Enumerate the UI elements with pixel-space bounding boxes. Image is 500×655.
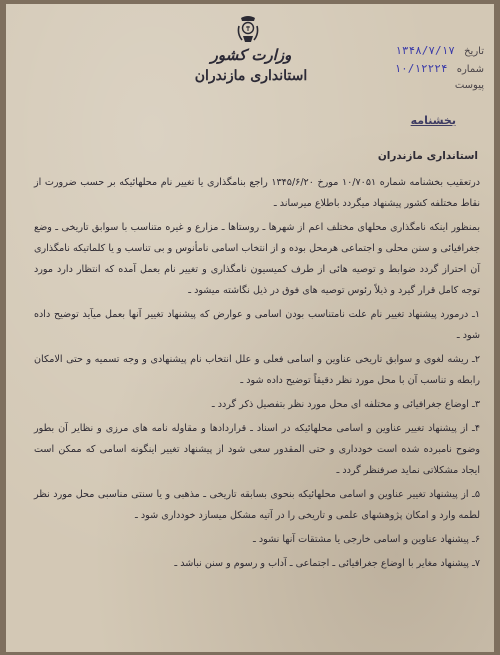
governorate-name: استانداری مازندران: [194, 68, 308, 84]
body-paragraph: بمنظور اینکه نامگذاری محلهای مختلف اعم از شهرها ـ روستاها ـ مزارع و غیره متناسب با سوابق تاریخی ـ وضع جغرافیائی و سنن محلی و اجتماعی هرمحل بوده و از انتخاب اسامی نامأنوس و بی تناسب و یا کلماتیکه نامگذاری آن احتراز گردد ضوابط و توصیه هائی از طرف کمیسیون نامگذاری و تغییر نام بعمل آمده که انتظار دارد مورد توجه کامل قرار گیرد و ذیلاً رئوس توصیه های فوق در ذیل نگاشته میشود ـ: [34, 222, 480, 296]
date-value: ۱۳۴۸/۷/۱۷: [395, 44, 455, 57]
addressee: استانداری مازندران: [377, 150, 478, 162]
list-item: ۵ـ از پیشنهاد تغییر عناوین و اسامی محلهائیکه بنحوی بسابقه تاریخی ـ مذهبی و یا سنتی مناسبی محل مورد نظر لطمه وارد و امکان پژوهشهای علمی و تاریخی را در آتیه مشکل میسازد خودداری شود ـ: [34, 489, 480, 521]
list-item: ۶ـ پیشنهاد عناوین و اسامی خارجی یا مشتقات آنها نشود ـ: [253, 534, 480, 545]
ministry-name: وزارت کشور: [210, 46, 292, 64]
meta-number: [395, 62, 484, 75]
list-item: ۷ـ پیشنهاد مغایر با اوضاع جغرافیائی ـ اجتماعی ـ آداب و رسوم و سنن نباشد ـ: [174, 558, 480, 569]
attachment-label: پیوست: [454, 80, 484, 91]
document-page: [6, 4, 494, 652]
number-value: ۱۰/۱۲۲۲۴: [394, 62, 448, 75]
list-item: ۱ـ درمورد پیشنهاد تغییر نام علت نامتناسب بودن اسامی و عوارض که پیشنهاد تغییر آنها بعمل میآید توضیح داده شود ـ: [34, 309, 480, 341]
meta-date: [395, 44, 484, 57]
lion-and-sun-emblem-icon: [235, 14, 261, 44]
meta-attachment: [455, 80, 484, 91]
circular-heading: بخشنامه: [410, 114, 456, 127]
date-label: تاریخ: [464, 46, 484, 57]
list-item: ۳ـ اوضاع جغرافیائی و مختلفه ای محل مورد نظر بتفصیل ذکر گردد ـ: [211, 399, 480, 410]
list-item: ۲ـ ریشه لغوی و سوابق تاریخی عناوین و اسامی فعلی و علل انتخاب نام پیشنهادی و وجه تسمیه و حتی الامکان رابطه و تناسب آن با محل مورد نظر دقیقاً توضیح داده شود ـ: [34, 354, 480, 386]
letter-body: [34, 172, 480, 577]
body-paragraph: درتعقیب بخشنامه شماره ۱۰/۷۰۵۱ مورخ ۱۳۴۵/۶/۲۰ راجع بنامگذاری یا تغییر نام محلهائیکه بر حسب ضرورت از نقاط مختلفه کشور پیشنهاد میگردد باطلاع میرساند ـ: [34, 177, 480, 209]
list-item: ۴ـ از پیشنهاد تغییر عناوین و اسامی محلهائیکه در اسناد ـ قراردادها و مقاوله نامه های مرزی و نظایر آن بطور وضوح نامبرده شده است خودداری و حتی المقدور سعی شود از پیشنهاد تغییر اینگونه اسامی که ممکن است ایجاد مشکلاتی نماید صرفنظر گردد ـ: [34, 423, 480, 476]
number-label: شماره: [456, 64, 484, 75]
